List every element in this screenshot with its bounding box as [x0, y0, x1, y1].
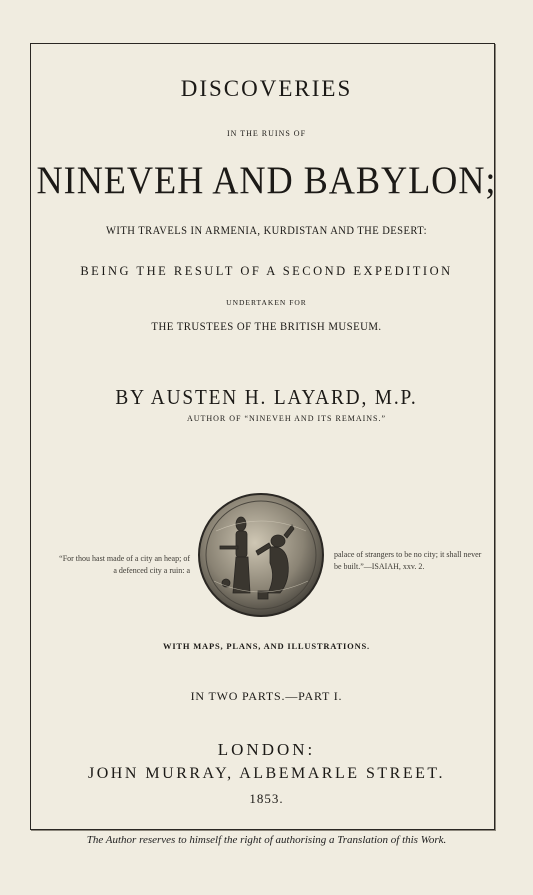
author-line: BY AUSTEN H. LAYARD, M.P.	[115, 385, 418, 409]
epigraph-right: palace of strangers to be no city; it shall never be built.”—ISAIAH, xxv. 2.	[334, 550, 482, 571]
parts-line: IN TWO PARTS.—PART I.	[190, 689, 343, 703]
year-line: 1853.	[249, 791, 284, 806]
author-of-line: AUTHOR OF “NINEVEH AND ITS REMAINS.”	[186, 414, 387, 423]
epigraph-left: “For thou hast made of a city an heap; of a defenced city a ruin: a	[59, 554, 190, 575]
main-title: NINEVEH AND BABYLON;	[36, 159, 497, 202]
title-line-1: DISCOVERIES	[180, 76, 353, 101]
subtitle-travels: WITH TRAVELS IN ARMENIA, KURDISTAN AND THE DESERT:	[106, 223, 427, 237]
subtitle-connector: UNDERTAKEN FOR	[226, 298, 307, 307]
city-line: LONDON:	[217, 740, 316, 759]
illustrations-note: WITH MAPS, PLANS, AND ILLUSTRATIONS.	[163, 641, 370, 651]
subtitle-trustees: THE TRUSTEES OF THE BRITISH MUSEUM.	[151, 319, 382, 333]
title-connector: IN THE RUINS OF	[226, 129, 307, 138]
rights-notice: The Author reserves to himself the right of authorising a Translation of this Work.	[86, 834, 447, 846]
publisher-line: JOHN MURRAY, ALBEMARLE STREET.	[88, 765, 445, 782]
subtitle-expedition: BEING THE RESULT OF A SECOND EXPEDITION	[80, 264, 453, 278]
assyrian-seal-vignette	[196, 491, 326, 619]
